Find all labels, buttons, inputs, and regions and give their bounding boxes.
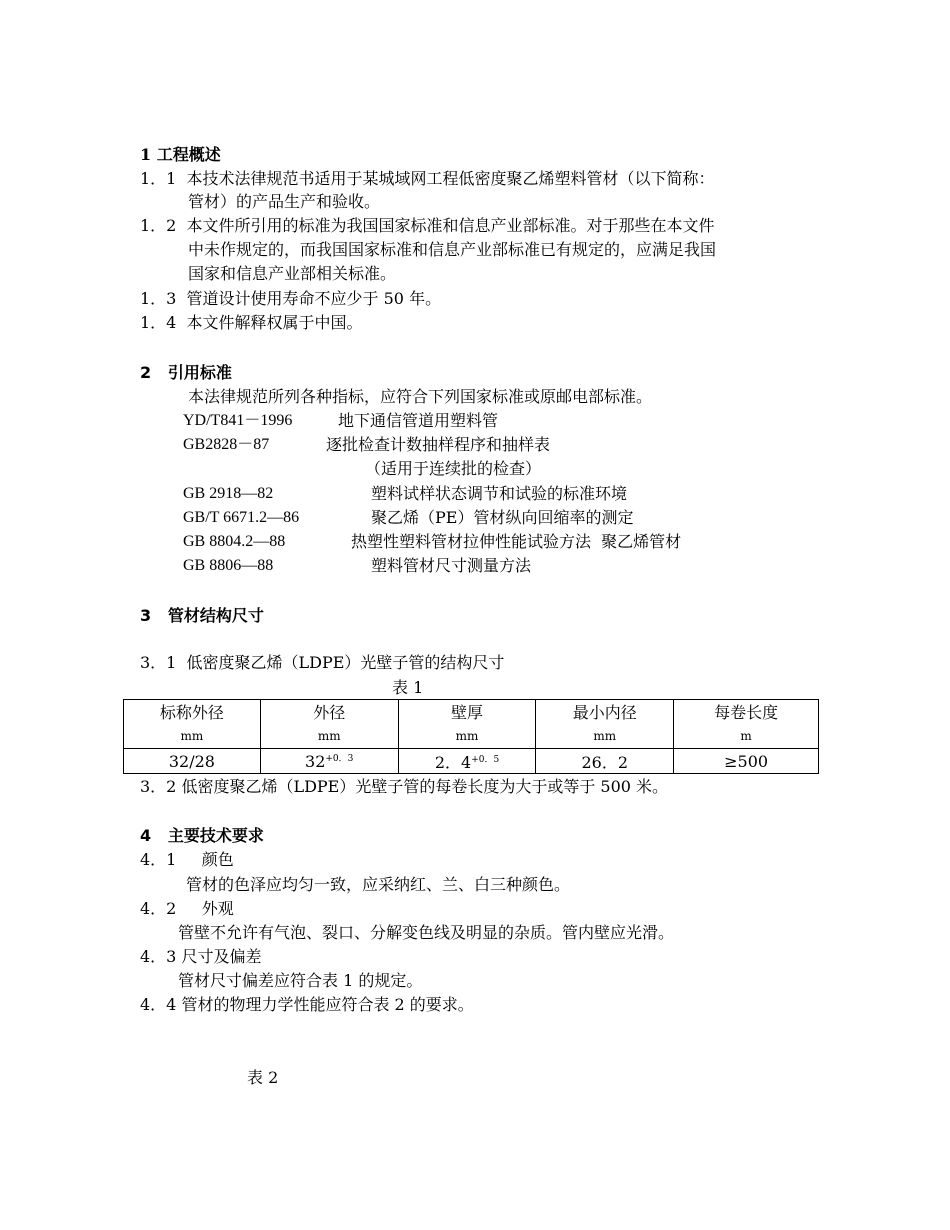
section-3-title: 3 管材结构尺寸 xyxy=(140,606,264,625)
table-cell xyxy=(398,749,536,774)
table-header-cell xyxy=(260,700,398,749)
column-name: 壁厚 xyxy=(450,703,483,722)
para-4-3-heading: 4．3 尺寸及偏差 xyxy=(140,947,262,966)
para-1-4: 1．4 本文件解释权属于中国。 xyxy=(140,313,363,332)
ref-name: 逐批检查计数抽样程序和抽样表 xyxy=(326,435,551,454)
para-1-1-line1: 1．1 本技术法律规范书适用于某城域网工程低密度聚乙烯塑料管材（以下简称： xyxy=(140,169,715,188)
ref-name: 热塑性塑料管材拉伸性能试验方法 聚乙烯管材 xyxy=(351,532,682,551)
ref-name: 塑料管材尺寸测量方法 xyxy=(371,556,532,575)
ref-code: GB2828－87 xyxy=(183,436,270,453)
table-1-caption: 表 1 xyxy=(392,678,424,697)
cell-value: 26．2 xyxy=(581,752,629,772)
ref-name-note: （适用于连续批的检查） xyxy=(365,459,542,478)
cell-value: ≥500 xyxy=(724,751,769,771)
ref-name: 塑料试样状态调节和试验的标准环境 xyxy=(371,484,628,503)
column-name: 外径 xyxy=(313,703,346,722)
table-row xyxy=(124,749,819,774)
section-4-title: 4 主要技术要求 xyxy=(140,826,264,845)
column-unit: m xyxy=(740,729,752,743)
column-unit: mm xyxy=(455,729,479,743)
para-4-1-text: 管材的色泽应均匀一致，应采纳红、兰、白三种颜色。 xyxy=(186,875,571,894)
ref-code: GB 8806—88 xyxy=(183,557,274,574)
ref-code: GB 2918—82 xyxy=(183,485,274,502)
ref-code: GB 8804.2—88 xyxy=(183,533,286,550)
para-4-2-heading: 4．2 外观 xyxy=(140,899,234,918)
column-unit: mm xyxy=(593,729,617,743)
para-4-4: 4．4 管材的物理力学性能应符合表 2 的要求。 xyxy=(140,995,474,1014)
column-unit: mm xyxy=(317,729,341,743)
section-2-intro: 本法律规范所列各种指标，应符合下列国家标准或原邮电部标准。 xyxy=(188,387,653,406)
para-1-2-line3: 国家和信息产业部相关标准。 xyxy=(188,264,397,283)
ref-code: YD/T841－1996 xyxy=(183,412,293,429)
cell-value: 2．4 xyxy=(434,752,472,772)
table-header-cell xyxy=(124,700,261,749)
para-1-2-line2: 中未作规定的，而我国国家标准和信息产业部标准已有规定的，应满足我国 xyxy=(188,240,717,259)
table-1 xyxy=(123,699,819,774)
para-1-2-line1: 1．2 本文件所引用的标准为我国国家标准和信息产业部标准。对于那些在本文件 xyxy=(140,216,715,235)
para-1-1-line2: 管材）的产品生产和验收。 xyxy=(188,192,381,211)
para-1-3: 1．3 管道设计使用寿命不应少于 50 年。 xyxy=(140,289,442,308)
column-name: 最小内径 xyxy=(572,703,637,722)
para-3-1: 3．1 低密度聚乙烯（LDPE）光壁子管的结构尺寸 xyxy=(140,653,505,672)
para-4-3-text: 管材尺寸偏差应符合表 1 的规定。 xyxy=(178,971,423,990)
column-name: 标称外径 xyxy=(159,703,224,722)
table-header-cell xyxy=(398,700,536,749)
ref-code: GB/T 6671.2—86 xyxy=(183,509,300,526)
ref-name: 地下通信管道用塑料管 xyxy=(338,411,499,430)
para-3-2: 3．2 低密度聚乙烯（LDPE）光壁子管的每卷长度为大于或等于 500 米。 xyxy=(140,777,669,796)
column-unit: mm xyxy=(180,729,204,743)
table-cell xyxy=(674,749,819,774)
tolerance-superscript: +0．3 xyxy=(325,754,354,764)
section-2-title: 2 引用标准 xyxy=(140,363,232,382)
table-cell xyxy=(124,749,261,774)
table-cell xyxy=(260,749,398,774)
column-name: 每卷长度 xyxy=(714,703,779,722)
table-header-cell xyxy=(536,700,674,749)
para-4-2-text: 管壁不允许有气泡、裂口、分解变色线及明显的杂质。管内壁应光滑。 xyxy=(178,923,675,942)
table-header-cell xyxy=(674,700,819,749)
table-cell xyxy=(536,749,674,774)
cell-value: 32/28 xyxy=(168,751,215,771)
table-2-caption: 表 2 xyxy=(247,1068,279,1087)
ref-name: 聚乙烯（PE）管材纵向回缩率的测定 xyxy=(371,508,634,527)
section-1-title: 1 工程概述 xyxy=(140,145,221,164)
tolerance-superscript: +0．5 xyxy=(471,754,500,765)
cell-value: 32 xyxy=(305,752,326,771)
table-header-row xyxy=(124,700,819,749)
para-4-1-heading: 4．1 颜色 xyxy=(140,850,234,869)
